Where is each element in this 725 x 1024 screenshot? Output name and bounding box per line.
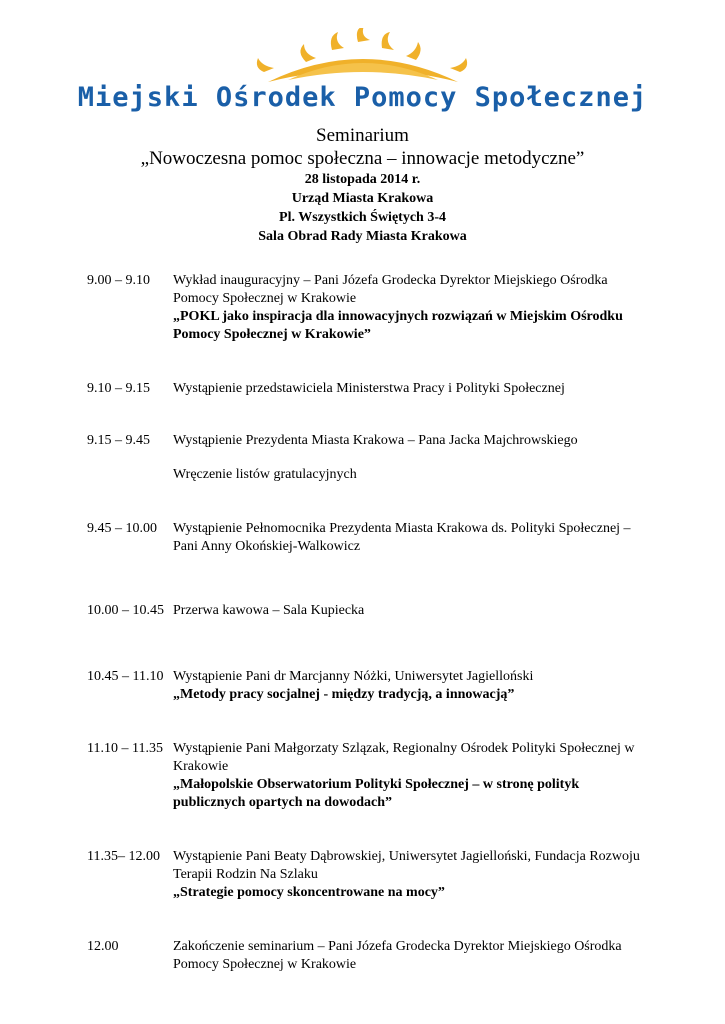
agenda-item (87, 602, 647, 620)
agenda-time: 11.35– 12.00 (87, 849, 160, 864)
mops-logo (0, 28, 725, 116)
agenda-text: Przerwa kawowa – Sala Kupiecka (173, 603, 365, 618)
agenda-time: 9.00 – 9.10 (87, 273, 150, 288)
agenda-topic: „Strategie pomocy skoncentrowane na mocy” (173, 885, 445, 900)
seminar-label: Seminarium (316, 125, 409, 146)
agenda-text: Wystąpienie Pani Beaty Dąbrowskiej, Uniwersytet Jagielloński, Fundacja Rozwoju Terapii Rodzin Na Szlaku (173, 849, 640, 882)
agenda-time: 10.45 – 11.10 (87, 669, 164, 684)
seminar-date: 28 listopada 2014 r. (304, 172, 421, 187)
agenda-text: Wystąpienie Pani Małgorzaty Szlązak, Regionalny Ośrodek Polityki Społecznej w Krakowie (173, 741, 635, 774)
agenda-list (87, 272, 647, 998)
agenda-item (87, 740, 647, 812)
seminar-title: „Nowoczesna pomoc społeczna – innowacje metodyczne” (140, 148, 585, 169)
seminar-venue: Urząd Miasta Krakowa (291, 191, 434, 206)
logo-text: Miejski Ośrodek Pomocy Społecznej (77, 82, 648, 113)
agenda-item (87, 520, 647, 556)
seminar-header (0, 124, 725, 246)
agenda-time: 9.10 – 9.15 (87, 381, 150, 396)
agenda-topic: „POKL jako inspiracja dla innowacyjnych rozwiązań w Miejskim Ośrodku Pomocy Społecznej w Krakowie” (173, 309, 623, 342)
sun-crown-icon (248, 28, 478, 86)
seminar-room: Sala Obrad Rady Miasta Krakowa (258, 229, 467, 244)
agenda-item (87, 668, 647, 704)
agenda-text: Zakończenie seminarium – Pani Józefa Grodecka Dyrektor Miejskiego Ośrodka Pomocy Społecznej w Krakowie (173, 939, 622, 972)
agenda-topic: „Metody pracy socjalnej - między tradycją, a innowacją” (173, 687, 515, 702)
agenda-text: Wystąpienie Prezydenta Miasta Krakowa – Pana Jacka Majchrowskiego (173, 433, 578, 448)
agenda-item (87, 432, 647, 484)
agenda-item (87, 938, 647, 974)
agenda-item (87, 272, 647, 344)
agenda-extra: Wręczenie listów gratulacyjnych (173, 467, 357, 482)
agenda-text: Wystąpienie przedstawiciela Ministerstwa Pracy i Polityki Społecznej (173, 381, 565, 396)
agenda-time: 9.15 – 9.45 (87, 433, 150, 448)
agenda-text: Wykład inauguracyjny – Pani Józefa Grodecka Dyrektor Miejskiego Ośrodka Pomocy Społecznej w Krakowie (173, 273, 608, 306)
agenda-topic: „Małopolskie Obserwatorium Polityki Społecznej – w stronę polityk publicznych opartych na dowodach” (173, 777, 580, 810)
seminar-address: Pl. Wszystkich Świętych 3-4 (279, 210, 446, 225)
agenda-text: Wystąpienie Pełnomocnika Prezydenta Miasta Krakowa ds. Polityki Społecznej – Pani Anny Okońskiej-Walkowicz (173, 521, 631, 554)
agenda-time: 10.00 – 10.45 (87, 603, 164, 618)
agenda-time: 11.10 – 11.35 (87, 741, 163, 756)
agenda-item (87, 380, 647, 398)
agenda-time: 9.45 – 10.00 (87, 521, 157, 536)
agenda-text: Wystąpienie Pani dr Marcjanny Nóżki, Uniwersytet Jagielloński (173, 669, 534, 684)
agenda-time: 12.00 (87, 939, 119, 954)
agenda-item (87, 848, 647, 902)
